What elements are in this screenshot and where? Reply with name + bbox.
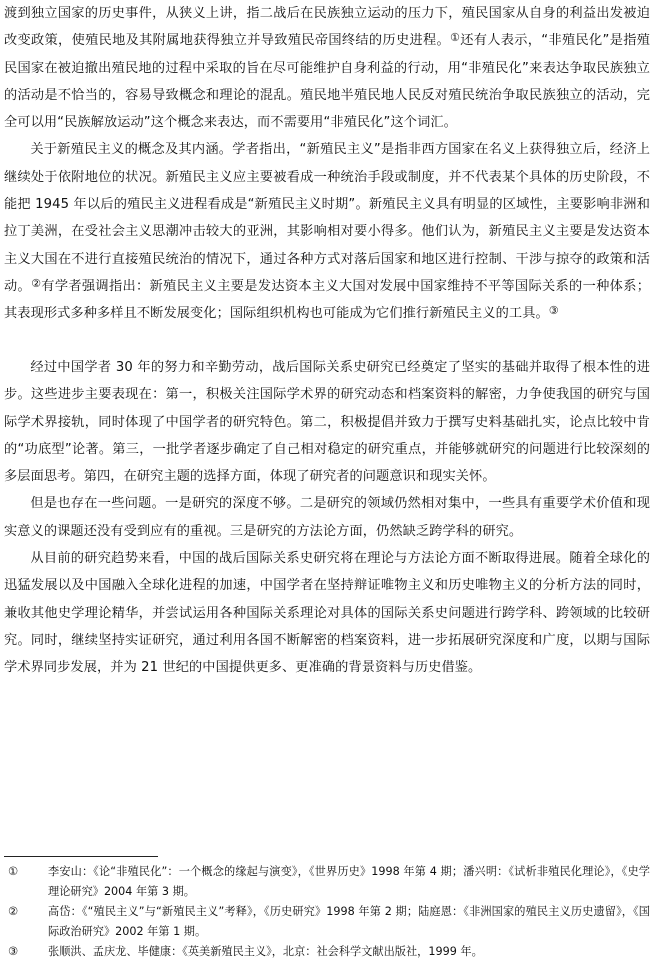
paragraph-outlook [4, 545, 650, 681]
paragraph-decolonization [4, 0, 650, 136]
paragraph-text: 关于新殖民主义的概念及其内涵。学者指出，“新殖民主义”是指非西方国家在名义上获得独立后，经济上继续处于依附地位的状况。新殖民主义应主要被看成一种统治手段或制度，并不代表某个具体的历史阶段，不能把 1945 年以后的殖民主义进程看成是“新殖民主义时期”。新殖民主义具有明显的区域性，主要影响非洲和拉丁美洲，在受社会主义思潮冲击较大的亚洲，其影响相对要小得多。他们认为，新殖民主义主要是发达资本主义大国在不进行直接殖民统治的情况下，通过各种方式对落后国家和地区进行控制、干涉与掠夺的政策和活动。 [4, 142, 650, 294]
paragraph-text: 经过中国学者 30 年的努力和辛勤劳动，战后国际关系史研究已经奠定了坚实的基础并取得了根本性的进步。这些进步主要表现在：第一，积极关注国际学术界的研究动态和档案资料的解密，力争使我国的研究与国际学术界接轨，同时体现了中国学者的研究特色。第二，积极提倡并致力于撰写史料基础扎实，论点比较中肯的“功底型”论著。第三，一批学者逐步确定了自己相对稳定的研究重点，并能够就研究的问题进行比较深刻的多层面思考。第四，在研究主题的选择方面，体现了研究者的问题意识和现实关怀。 [4, 360, 650, 485]
paragraph-text: 但是也存在一些问题。一是研究的深度不够。二是研究的领域仍然相对集中，一些具有重要学术价值和现实意义的课题还没有受到应有的重视。三是研究的方法论方面，仍然缺乏跨学科的研究。 [4, 496, 650, 539]
footnote-text: 李安山：《论“非殖民化”：一个概念的缘起与演变》，《世界历史》1998 年第 4 期；潘兴明：《试析非殖民化理论》，《史学理论研究》2004 年第 3 期。 [48, 865, 650, 898]
paragraph-neocolonialism [4, 136, 650, 327]
footnote-text: 高岱：《“殖民主义”与“新殖民主义”考释》，《历史研究》1998 年第 2 期；陆庭恩：《非洲国家的殖民主义历史遗留》，《国际政治研究》2002 年第 1 期。 [48, 905, 650, 938]
paragraph-text: 有学者强调指出：新殖民主义主要是发达资本主义大国对发展中国家维持不平等国际关系的一种体系；其表现形式多种多样且不断发展变化；国际组织机构也可能成为它们推行新殖民主义的工具。 [4, 278, 651, 322]
footnote-mark: ① [8, 865, 19, 878]
paragraph-progress [4, 354, 650, 490]
paragraph-text: 还有人表示，“非殖民化”是指殖民国家在被迫撤出殖民地的过程中采取的旨在尽可能维护自身利益的行动，用“非殖民化”来表达争取民族独立的活动是不恰当的，容易导致概念和理论的混乱。殖民地半殖民地人民反对殖民统治争取民族独立的活动，完全可以用“民族解放运动”这个概念来表达，而不需要用“非殖民化”这个词汇。 [4, 33, 651, 131]
footnote-ref-1[interactable]: ① [450, 31, 461, 45]
footnote-text: 张顺洪、孟庆龙、毕健康：《英美新殖民主义》，北京：社会科学文献出版社，1999 年。 [48, 945, 483, 958]
paragraph-text: 从目前的研究趋势来看，中国的战后国际关系史研究将在理论与方法论方面不断取得进展。随着全球化的迅猛发展以及中国融入全球化进程的加速，中国学者在坚持辩证唯物主义和历史唯物主义的分析方法的同时，兼收其他史学理论精华，并尝试运用各种国际关系理论对具体的国际关系史问题进行跨学科、跨领域的比较研究。同时，继续坚持实证研究，通过利用各国不断解密的档案资料，进一步拓展研究深度和广度，以期与国际学术界同步发展，并为 21 世纪的中国提供更多、更准确的背景资料与历史借鉴。 [4, 551, 650, 676]
footnote-3 [4, 942, 650, 962]
footnote-mark: ② [8, 905, 19, 918]
paragraph-text: 渡到独立国家的历史事件，从狭义上讲，指二战后在民族独立运动的压力下，殖民国家从自身的利益出发被迫改变政策，使殖民地及其附属地获得独立并导致殖民帝国终结的历史进程。 [4, 6, 650, 49]
footnote-ref-3[interactable]: ③ [548, 304, 559, 318]
footnotes [4, 862, 650, 963]
text-section-1 [4, 0, 650, 328]
footnote-1 [4, 862, 650, 901]
footnote-divider [4, 856, 158, 857]
footnote-2 [4, 902, 650, 941]
paragraph-problems [4, 490, 650, 545]
footnote-ref-2[interactable]: ② [31, 276, 42, 290]
text-section-2 [4, 354, 650, 682]
footnote-mark: ③ [8, 945, 19, 958]
